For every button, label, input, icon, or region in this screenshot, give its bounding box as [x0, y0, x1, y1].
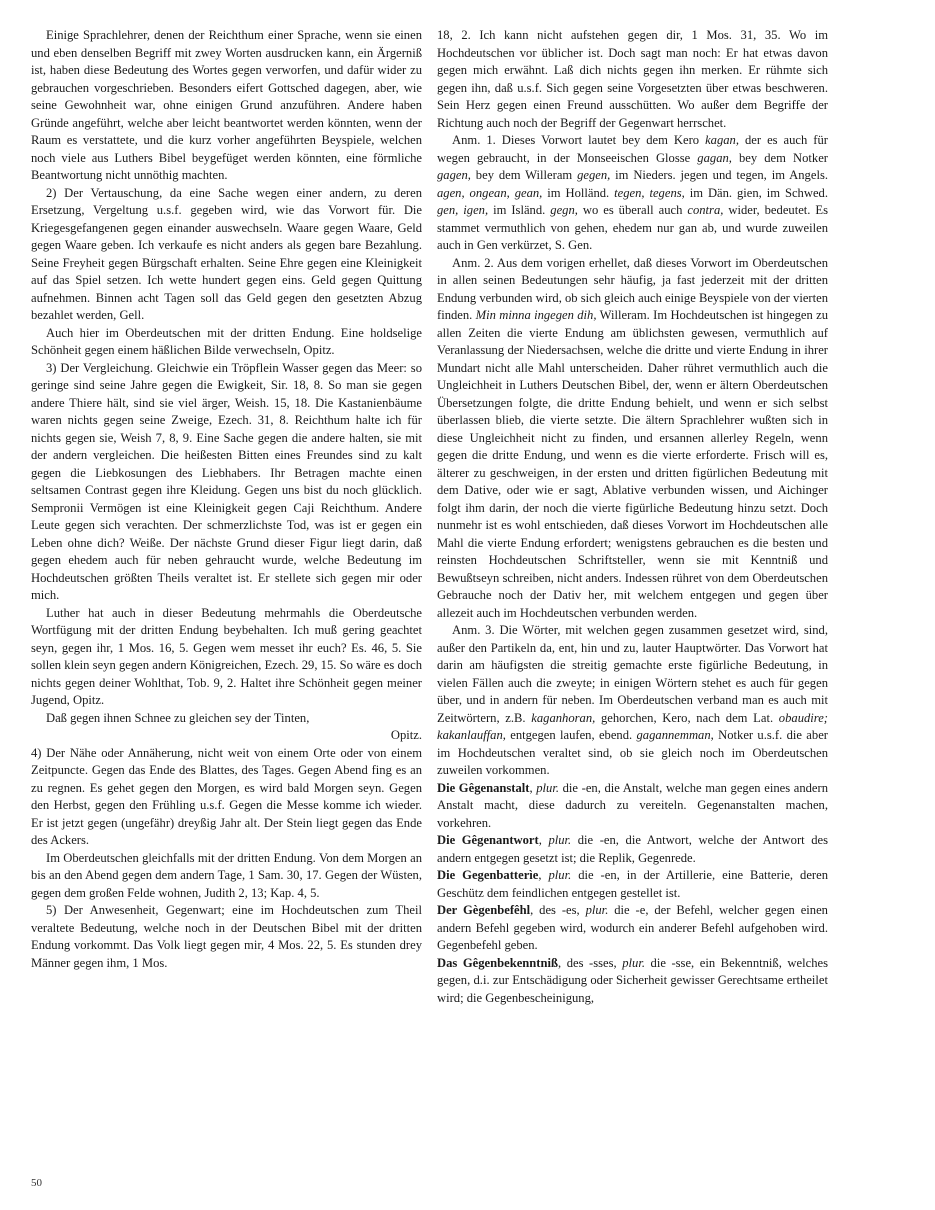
italic-term: tegen, tegens,	[614, 185, 685, 200]
text-run: ,	[538, 833, 549, 847]
text-run: 3) Der Vergleichung. Gleichwie ein Tröpflein Wasser gegen das Meer: so geringe sind seine Jahre gegen die Ewigkeit, Sir. 18, 8. So man sie gegen andere Thiere hält, sind sie viel ärger, Weish. 15, 18. Die Kastanienbäume waren nichts gegen seine Zweige, Ezech. 31, 8. Reichthum halte ich für nichts gegen sie, Weish 7, 8, 9. Eine Sache gegen die andere halten, sie mit der andern vergleichen. Die heißesten Bitten eines Freundes sind zu kalt gegen die Liebkosungen des Liebhabers. Ihr Betragen machte einen seltsamen Contrast gegen ihre Kleidung. Gegen uns bist du noch glücklich. Sempronii Vermögen ist eine Kleinigkeit gegen Caji Reichthum. Andere Leute gegen sich verachten. Der schmerzlichste Tod, was ist er gegen ein Leben ohne dich? Weiße. Der nächste Grund dieser Figur liegt darin, daß gegen ehedem auch für neben gehraucht wurde, welche Bedeutung im Hochdeutschen größten Theils veraltet ist. Er stellete sich gegen mir oder mich.	[31, 360, 422, 602]
text-paragraph	[31, 27, 422, 185]
italic-term: agen, ongean, gean,	[437, 185, 543, 200]
text-paragraph	[31, 605, 422, 710]
italic-term: gagen,	[437, 168, 471, 182]
text-run: 5) Der Anwesenheit, Gegenwart; eine im Hochdeutschen zum Theil veraltete Bedeutung, welche noch in der Deutschen Bibel mit der dritten Endung vorkommt. Das Volk liegt gegen mir, 4 Mos. 22, 5. Es stunden drey Männer gegen ihm, 1 Mos.	[31, 903, 422, 970]
text-paragraph	[31, 850, 422, 903]
text-run: Anm. 2. Aus dem vorigen erhellet, daß dieses Vorwort im Oberdeutschen in allen seinen Bedeutungen sehr häufig, ja fast jederzeit mit der dritten Endung verbunden wird, ob sich gleich auch einige Beyspiele von der vierten finden.	[437, 255, 828, 322]
text-run: Im Oberdeutschen gleichfalls mit der dritten Endung. Von dem Morgen an bis an den Abend gegen dem andern Tage, 1 Sam. 30, 17. Gegen der Wüsten, gegen dem großen Felde wohnen, Judith 2, 13; Kap. 4, 5.	[31, 850, 422, 900]
italic-term: plur.	[622, 955, 645, 970]
text-run: 2) Der Vertauschung, da eine Sache wegen einer andern, zu deren Ersetzung, Vergeltung u.s.f. gegeben wird, wie das Vorwort für. Die Kriegesgefangenen gegen einander auswechseln. Waare gegen Waare, Geld gegen Waare geben. Ich verkaufe es nicht anders als gegen bare Bezahlung. Seine Freyheit gegen Bürgschaft erhalten. Seine Ehre gegen eine Kleinigkeit auf das Spiel setzen. Ich wette hundert gegen eins. Geld gegen Quittung aufnehmen. Binnen acht Tagen soll das Geld gegen den gesetzten Abzug bezahlet werden, Gell.	[31, 185, 422, 322]
dictionary-entry	[437, 867, 828, 902]
text-paragraph	[31, 185, 422, 325]
text-run: Notker u.s.f. die aber im Hochdeutschen veraltet sind, ob sie gleich noch im Oberdeutschen zuweilen vorkommen.	[437, 728, 828, 777]
text-run: die -en, die Anstalt, welche man gegen eines andern Anstalt macht, diese dadurch zu vereiteln. Gegenanstalten machen, vorkehren.	[437, 780, 828, 830]
text-run: , des -es,	[530, 903, 586, 917]
italic-term: kaganhoran,	[531, 710, 596, 725]
text-paragraph	[31, 745, 422, 850]
italic-term: Min minna ingegen dih,	[475, 308, 597, 322]
text-run: Daß gegen ihnen Schnee zu gleichen sey der Tinten,	[46, 710, 310, 725]
italic-term: plur.	[548, 833, 572, 847]
text-run: im Nieders. jegen und tegen, im Angels.	[610, 168, 828, 182]
text-run: entgegen laufen, ebend.	[505, 728, 637, 742]
text-paragraph	[31, 902, 422, 972]
italic-term: plur.	[548, 868, 572, 882]
headword: Die Gêgenanstalt	[437, 780, 530, 795]
text-run: Auch hier im Oberdeutschen mit der dritten Endung. Eine holdselige Schönheit gegen einem häßlichen Bilde verwechseln, Opitz.	[31, 325, 422, 357]
headword: Das Gêgenbekenntniß	[437, 955, 559, 970]
italic-term: gagannemman,	[636, 728, 714, 742]
text-run: 18, 2. Ich kann nicht aufstehen gegen dir, 1 Mos. 31, 35. Wo im Hochdeutschen vor üblicher ist. Doch sagt man noch: Er hat etwas davon gegen mich erwähnt. Laß dich nichts gegen ihn merken. Er rühmte sich gegen ihn, daß u.s.f. Sich gegen seine Vorgesetzten über etwas beschweren. Sein Herz gegen einen Freund ausschütten. Wo außer dem Begriffe der Richtung auch noch der Begriff der Gegenwart herrschet.	[437, 28, 828, 130]
text-run: wo es überall auch	[577, 203, 688, 217]
text-run: die -e, der Befehl, welcher gegen einen andern Befehl gegeben wird, wodurch ein anderer Befehl aufgehoben wird. Gegenbefehl geben.	[437, 903, 828, 952]
italic-term: contra,	[687, 203, 724, 217]
text-run: im Isländ.	[488, 203, 551, 217]
text-paragraph	[437, 132, 828, 255]
left-column	[31, 27, 422, 972]
right-column	[437, 27, 828, 1007]
text-run: wider, bedeutet. Es stammet vermuthlich von gehen, ehedem nur gan ab, und wurde zuweilen auch in Gen verkürzet, S. Gen.	[437, 203, 829, 252]
text-paragraph	[437, 27, 828, 132]
headword: Der Gègenbefêhl	[437, 903, 531, 917]
text-run: bey dem Notker	[731, 150, 828, 165]
dictionary-entry	[437, 780, 828, 833]
italic-term: kagan,	[705, 133, 740, 147]
text-run: Luther hat auch in dieser Bedeutung mehrmahls die Oberdeutsche Wortfügung mit der dritten Endung beybehalten. Ich muß gering geachtet seyn, gegen ihr, 1 Mos. 16, 5. Gegen wem messet ihr euch? Es. 46, 5. Sie sollen klein seyn gegen andern Königreichen, Ezech. 29, 15. So wäre es doch nichts gegen deiner Wohlthat, Tob. 9, 2. Haltet ihre Schönheit gegen meiner Jugend, Opitz.	[31, 605, 422, 707]
italic-term: gegen,	[577, 168, 611, 182]
dictionary-entry	[437, 955, 828, 1008]
text-run: Anm. 1. Dieses Vorwort lautet bey dem Kero	[452, 133, 706, 147]
text-run: Einige Sprachlehrer, denen der Reichthum einer Sprache, wenn sie einen und eben denselben Begriff mit zwey Worten ausdrucken kann, ein Ärgerniß ist, haben diese Bedeutung des Wortes gegen verworfen, und dafür wider zu gebrauchen vorgeschrieben. Besonders eifert Gottsched dagegen, aber, wie seine Gewohnheit war, ohne einigen Grund anzuführen. Andere haben Gründe angeführt, welche aber leicht beantwortet werden könnten, wenn der Raum es verstattete, und die kurz vorher angeführten Beyspiele, welchen noch viele aus Luthers Bibel beygefüget werden könnten, eine förmliche Beantwortung nicht unnöthig machten.	[31, 28, 422, 182]
text-run: ,	[538, 868, 549, 882]
headword: Die Gegenbatterìe	[437, 868, 539, 882]
text-run: die -sse, ein Bekenntniß, welches gegen, d.i. zur Entschädigung oder Sicherheit gewisser Gerechtsame ertheilet wird; die Gegenbescheinigung,	[437, 955, 828, 1005]
dictionary-entry	[437, 902, 828, 955]
text-paragraph	[31, 325, 422, 360]
text-run: der es auch für wegen gebraucht, in der Monseeischen Glosse	[437, 133, 828, 165]
dictionary-entry	[437, 832, 828, 867]
text-run: Opitz.	[390, 728, 422, 742]
italic-term: gen, igen,	[437, 203, 489, 217]
text-run: 4) Der Nähe oder Annäherung, nicht weit von einem Orte oder von einem Zeitpuncte. Gegen das Ende des Blattes, des Tages. Gegen Abend fing es an zu regnen. Es gehet gegen den Morgen, es wird bald Morgen seyn. Gegen den Herbst, gegen den Frühling u.s.f. Gegen die Messe komme ich wieder. Er ist jetzt gegen (ungefähr) dreyßig Jahr alt. Der Stein liegt gegen das Ende des Ackers.	[31, 745, 422, 847]
text-paragraph	[437, 622, 828, 780]
italic-term: plur.	[536, 780, 559, 795]
text-paragraph	[437, 255, 828, 623]
text-paragraph	[31, 710, 422, 728]
text-run: ,	[529, 780, 537, 795]
text-run: , des -sses,	[558, 955, 623, 970]
text-run: im Holländ.	[542, 185, 615, 200]
text-paragraph	[31, 360, 422, 605]
text-run: die -en, in der Artillerie, eine Batterie, deren Geschütz dem feindlichen entgegen gestellet ist.	[437, 868, 828, 900]
text-paragraph	[31, 727, 422, 745]
page-number: 50	[31, 1177, 42, 1189]
text-run: bey dem Willeram	[470, 168, 578, 182]
italic-term: gegn,	[550, 203, 578, 217]
italic-term: obaudire; kakanlauffan,	[437, 710, 828, 742]
text-run: im Dän. gien, im Schwed.	[684, 185, 828, 200]
text-run: Willeram. Im Hochdeutschen ist hingegen zu allen Zeiten die vierte Endung am üblichsten gewesen, vermuthlich auf Veranlassung der Niedersachsen, welche die dritte und vierte Endung in ihrer Mundart nicht alle Mahl unterscheiden. Daher rühret vermuthlich auch die Ungleichheit in Luthers Deutschen Bibel, der, wenn er ältern Oberdeutschen Übersetzungen folgte, die dritte Endung behielt, und wenn er sich selbst überlassen blieb, die vierte setzte. Die ältern Sprachlehrer wußten sich in diese Ungleichheit nicht zu finden, und ersannen allerley Regeln, wenn gegen die dritte Endung, und wenn es die vierte erforderte. Frisch will es, älterer zu geschweigen, in der ersten und dritten figürlichen Bedeutung mit dem Dative, oder wie er sagt, Ablative verbunden wissen, und Aichinger folgt ihm darin, der noch die vierte figürliche Bedeutung hinzu setzt. Doch nunmehr ist es wohl entschieden, daß dieses Vorwort im Hochdeutschen alle Mahl die vierte Endung erfordert; wenigstens gebrauchen es die besten und reinsten Hochdeutschen Schriftsteller, wenn sie mit Kenntniß und Bewußtseyn schreiben, nicht anders. Indessen rühret von dem Oberdeutschen Gebrauche noch der Dativ her, mit welchem entgegen und gegen über allezeit auch im Hochdeutschen verbunden werden.	[437, 308, 828, 620]
headword: Die Gêgenantwort	[437, 833, 539, 847]
text-run: die -en, die Antwort, welche der Antwort des andern entgegen gesetzt ist; die Replik, Gegenrede.	[437, 833, 828, 865]
text-run: gehorchen, Kero, nach dem Lat.	[595, 710, 779, 725]
italic-term: gagan,	[697, 150, 732, 165]
italic-term: plur.	[585, 903, 609, 917]
text-run: Anm. 3. Die Wörter, mit welchen gegen zusammen gesetzet wird, sind, außer den Partikeln da, ent, hin und zu, lauter Hauptwörter. Das Vorwort hat darin am häufigsten die streitig gemachte erste figürliche Bedeutung, in vielen Fällen auch die zweyte; in einigen Wörtern stehet es auch für gegen über, und in andern für neben. Im Oberdeutschen verband man es auch mit Zeitwörtern, z.B.	[437, 623, 828, 725]
